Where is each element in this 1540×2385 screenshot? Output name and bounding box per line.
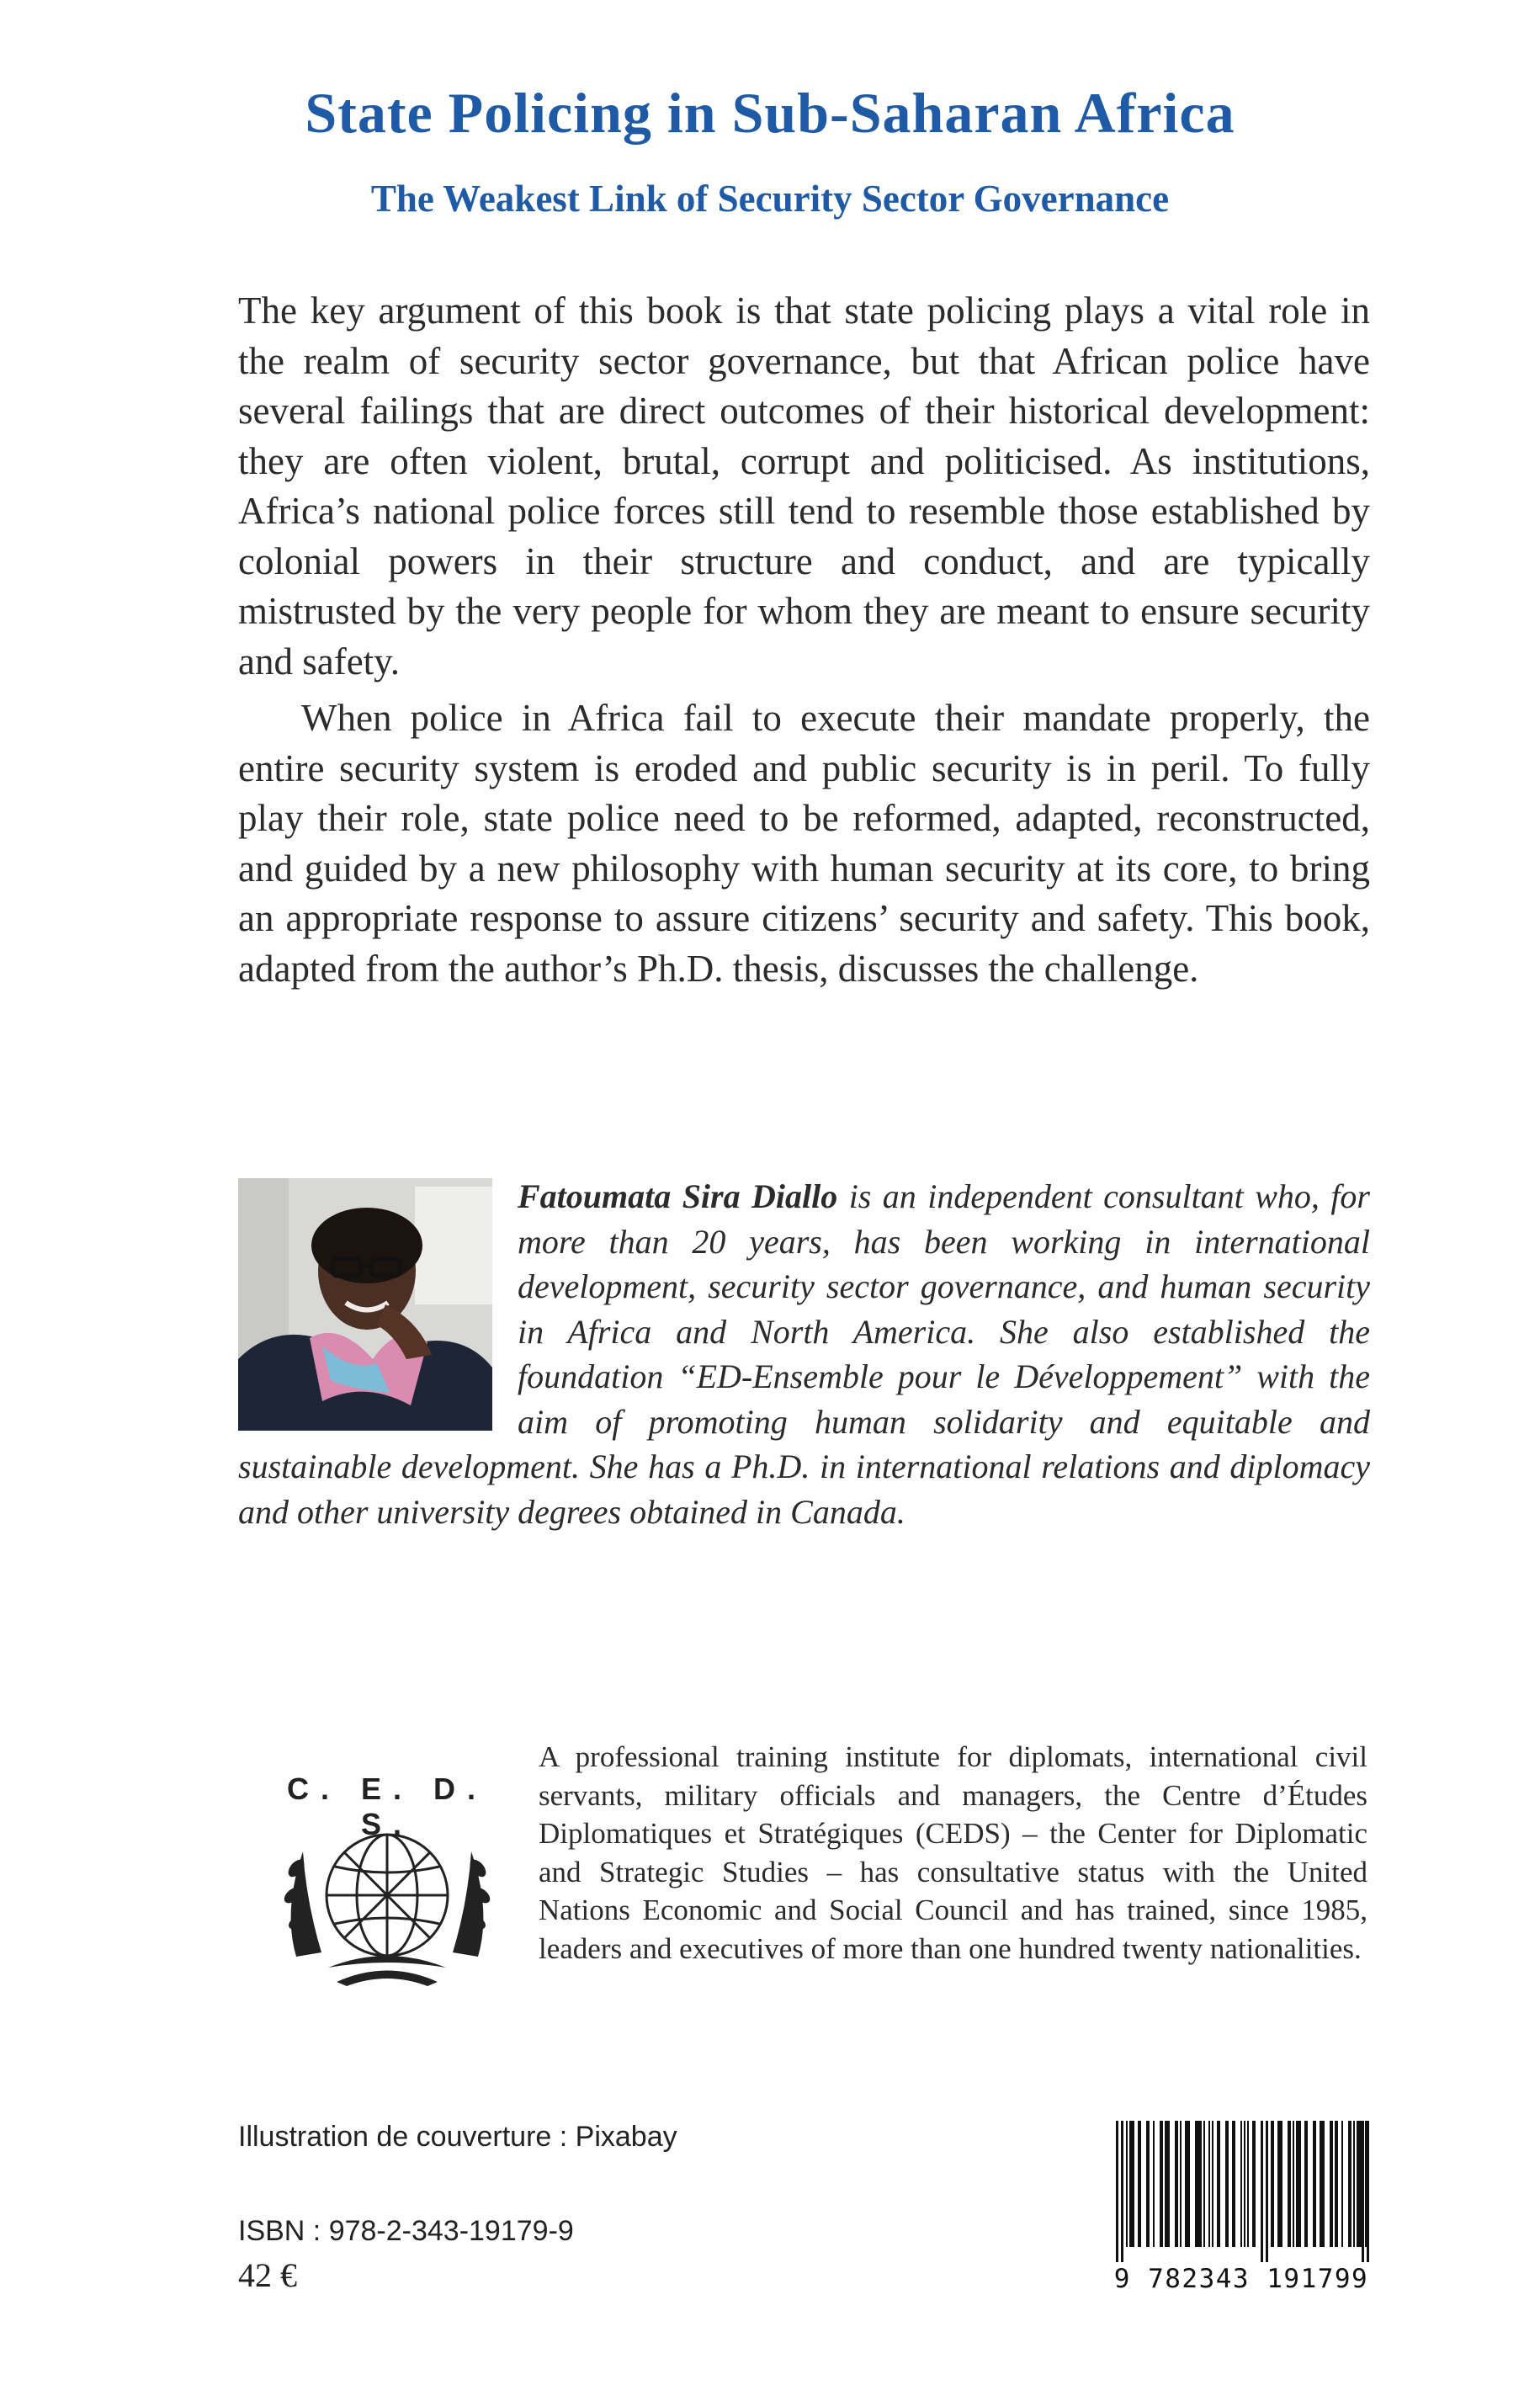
book-summary (238, 286, 1370, 994)
author-photo-illustration (238, 1178, 492, 1431)
barcode-bar (1240, 2121, 1242, 2247)
barcode-bar (1330, 2121, 1333, 2247)
barcode-bar (1362, 2121, 1364, 2262)
barcode-bar (1244, 2121, 1245, 2247)
book-title: State Policing in Sub-Saharan Africa (305, 81, 1235, 145)
barcode-bar (1353, 2121, 1355, 2247)
barcode-bar (1232, 2121, 1235, 2247)
book-subtitle: The Weakest Link of Security Sector Governance (370, 178, 1170, 220)
barcode-bar (1208, 2121, 1210, 2247)
barcode-bar (1313, 2121, 1316, 2247)
barcode-bar (1138, 2121, 1141, 2247)
barcode-bar (1146, 2121, 1150, 2247)
ceds-globe-emblem-icon (278, 1818, 497, 1986)
barcode-bar (1195, 2121, 1202, 2247)
price: 42 € (238, 2256, 297, 2294)
barcode-bar (1320, 2121, 1325, 2247)
barcode (1102, 2121, 1380, 2302)
barcode-bar (1357, 2121, 1362, 2247)
author-bio (238, 1174, 1370, 1534)
barcode-bar (1165, 2121, 1170, 2247)
illustration-credit: Illustration de couverture : Pixabay (238, 2121, 677, 2153)
barcode-bar (1247, 2121, 1249, 2247)
barcode-bar (1225, 2121, 1229, 2247)
barcode-bar (1153, 2121, 1155, 2247)
barcode-bar (1335, 2121, 1338, 2247)
barcode-bar (1252, 2121, 1256, 2247)
isbn: ISBN : 978-2-343-19179-9 (238, 2215, 574, 2247)
barcode-bar (1175, 2121, 1178, 2247)
author-bio-text: is an independent consultant who, for more than 20 years, has been working in international development, security sector governance, and human security in Africa and North America. She also established the foundation “ED-Ensemble pour le Développement” with the aim of promoting human solidarity and equitable and sustainable development. She has a Ph.D. in international relations and diplomacy and other university degrees obtained in Canada. (238, 1177, 1370, 1531)
barcode-bar (1212, 2121, 1213, 2247)
barcode-bar (1271, 2121, 1274, 2247)
publisher-description: A professional training institute for diplomats, international civil servants, military officials and managers, the Centre d’Études Diplomatiques et Stratégiques (CEDS) – the Center for Diplomatic and Strategic Studies – has consultative status with the United Nations Economic and Social Council and has trained, since 1985, leaders and executives of more than one hundred twenty nationalities. (539, 1740, 1367, 1965)
barcode-bar (1116, 2121, 1118, 2262)
barcode-bar (1217, 2121, 1220, 2247)
ceds-logo-text: C. E. D. S. (286, 1771, 488, 1841)
barcode-bar (1121, 2121, 1123, 2262)
barcode-bar (1203, 2121, 1205, 2247)
barcode-bar (1348, 2121, 1351, 2247)
barcode-bar (1293, 2121, 1294, 2247)
barcode-bars (1111, 2121, 1372, 2262)
summary-paragraph-2: When police in Africa fail to execute their mandate properly, the entire security system is eroded and public security is in peril. To fully play their role, state police need to be reformed, adapted, reconstructed, and guided by a new philosophy with human security at its core, to bring an appropriate response to assure citizens’ security and safety. This book, adapted from the author’s Ph.D. thesis, discusses the challenge. (238, 697, 1370, 990)
summary-paragraph-1: The key argument of this book is that state policing plays a vital role in the realm of security sector governance, but that African police have several failings that are direct outcomes of their historical development: they are often violent, brutal, corrupt and politicised. As institutions, Africa’s national police forces still tend to resemble those established by colonial powers in their structure and conduct, and are typically mistrusted by the very people for whom they are meant to ensure security and safety. (238, 289, 1370, 683)
barcode-bar (1288, 2121, 1291, 2247)
barcode-bar (1261, 2121, 1263, 2262)
barcode-bar (1180, 2121, 1182, 2247)
author-photo (238, 1178, 492, 1431)
barcode-number: 9 782343 191799 (1113, 2264, 1369, 2294)
barcode-bar (1160, 2121, 1163, 2247)
ceds-logo (265, 1771, 509, 1990)
barcode-bar (1185, 2121, 1190, 2247)
barcode-bar (1266, 2121, 1268, 2262)
barcode-bar (1367, 2121, 1369, 2262)
barcode-bar (1341, 2121, 1343, 2247)
barcode-bar (1129, 2121, 1134, 2247)
barcode-bar (1277, 2121, 1282, 2247)
author-name: Fatoumata Sira Diallo (518, 1177, 838, 1215)
barcode-bar (1296, 2121, 1301, 2247)
barcode-bar (1126, 2121, 1128, 2247)
barcode-bar (1304, 2121, 1308, 2247)
